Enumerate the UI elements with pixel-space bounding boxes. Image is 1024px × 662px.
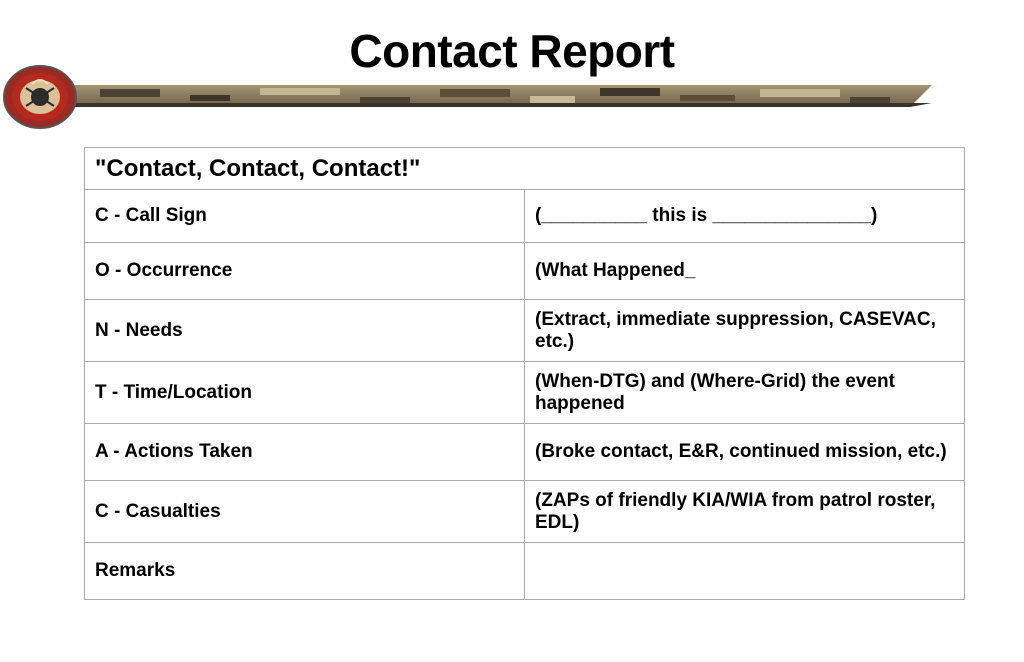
table-row xyxy=(85,362,965,424)
table-row xyxy=(85,243,965,300)
row-label: A - Actions Taken xyxy=(85,424,525,481)
row-label: T - Time/Location xyxy=(85,362,525,424)
row-value: (What Happened_ xyxy=(525,243,965,300)
row-label: Remarks xyxy=(85,543,525,600)
contact-report-table xyxy=(84,147,965,600)
row-label: N - Needs xyxy=(85,300,525,362)
table-row xyxy=(85,190,965,243)
row-value: (ZAPs of friendly KIA/WIA from patrol roster, EDL) xyxy=(525,481,965,543)
row-label: O - Occurrence xyxy=(85,243,525,300)
table-row xyxy=(85,424,965,481)
page-title: Contact Report xyxy=(349,25,675,77)
row-label: C - Call Sign xyxy=(85,190,525,243)
camo-banner xyxy=(60,85,932,107)
row-value: (Broke contact, E&R, continued mission, etc.) xyxy=(525,424,965,481)
table-row xyxy=(85,300,965,362)
table-row xyxy=(85,481,965,543)
row-value: (Extract, immediate suppression, CASEVAC, etc.) xyxy=(525,300,965,362)
row-value: (When-DTG) and (Where-Grid) the event happened xyxy=(525,362,965,424)
row-value xyxy=(525,543,965,600)
usmc-seal-icon xyxy=(2,64,78,130)
row-label: C - Casualties xyxy=(85,481,525,543)
table-row xyxy=(85,543,965,600)
table-header: "Contact, Contact, Contact!" xyxy=(85,148,965,190)
row-value: (__________ this is _______________) xyxy=(525,190,965,243)
